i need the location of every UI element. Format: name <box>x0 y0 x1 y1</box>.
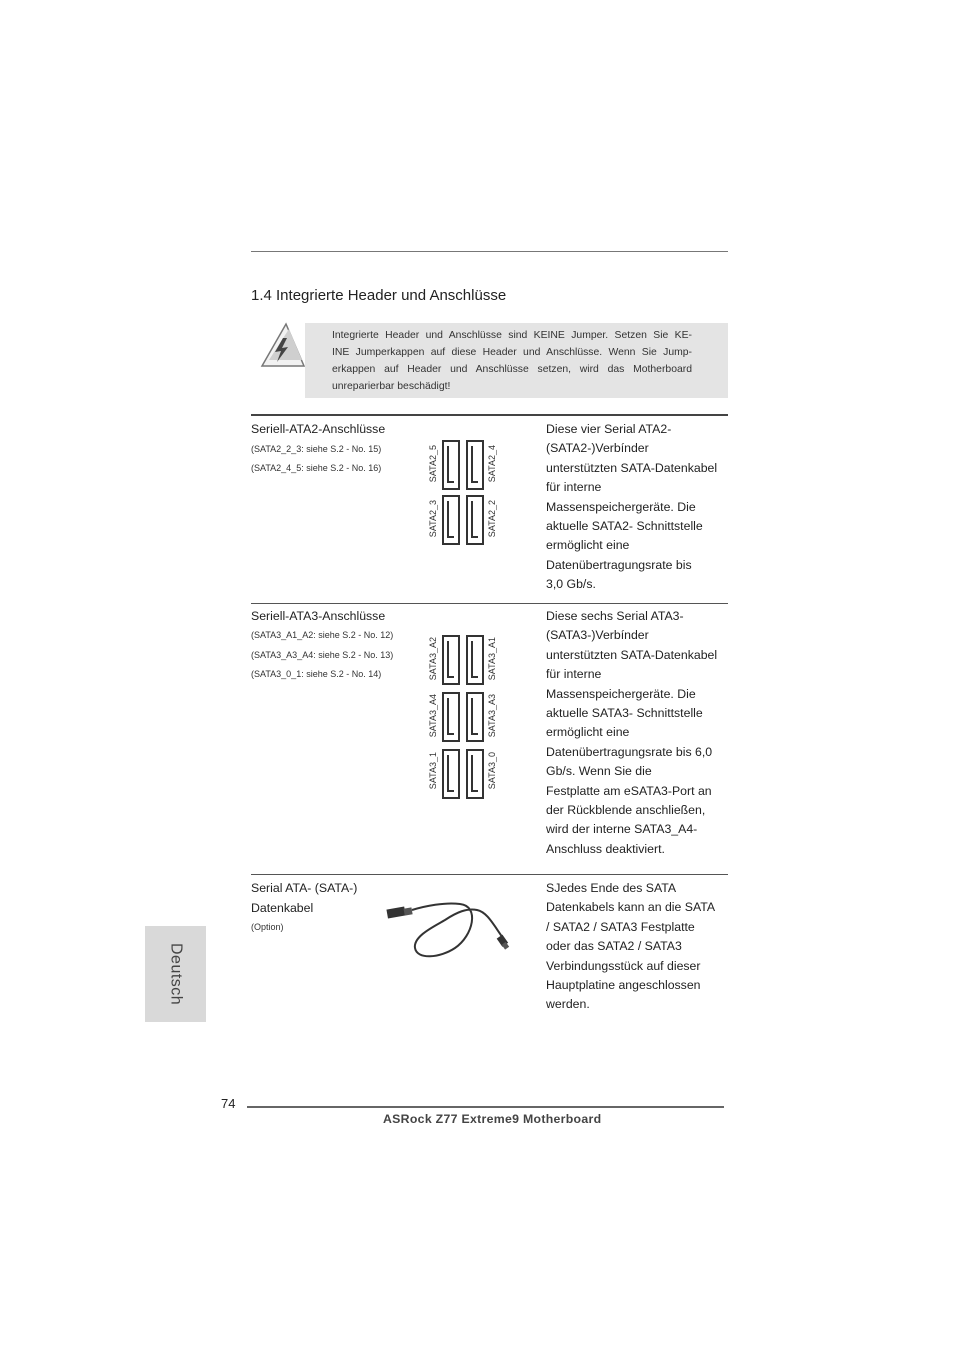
warning-line: unreparierbar beschädigt! <box>332 381 451 392</box>
row-divider <box>251 874 728 875</box>
sata-connector-icon <box>442 440 460 490</box>
description-line: wird der interne SATA3_A4- <box>546 822 698 837</box>
warning-line: erkappen auf Header und Anschlüsse setzen, wird das Motherboard <box>332 364 692 375</box>
row-divider <box>251 603 728 604</box>
description-line: Datenübertragungsrate bis 6,0 <box>546 744 713 759</box>
description-line: oder das SATA2 / SATA3 <box>546 939 682 954</box>
warning-line: Integrierte Header und Anschlüsse sind KEINE Jumper. Setzen Sie KE- <box>332 330 692 341</box>
sata-connector-icon <box>442 495 460 545</box>
description-line: SJedes Ende des SATA <box>546 881 677 895</box>
section-title: 1.4 Integrierte Header und Anschlüsse <box>251 287 507 304</box>
connector-label: SATA3_A3 <box>487 694 497 738</box>
sata-connector-icon <box>466 635 484 685</box>
connector-label: SATA3_0 <box>487 752 497 790</box>
description-line: der Rückblende anschließen, <box>546 803 706 818</box>
sata3-title: Seriell-ATA3-Anschlüsse <box>251 609 386 623</box>
cable-note: (Option) <box>251 922 284 932</box>
sata-connector-icon <box>442 692 460 742</box>
row-divider <box>251 414 728 416</box>
cable-title: Serial ATA- (SATA-) <box>251 881 358 895</box>
description-line: unterstützten SATA-Datenkabel <box>546 647 718 662</box>
sata2-title: Seriell-ATA2-Anschlüsse <box>251 422 386 436</box>
language-tab <box>145 926 206 1022</box>
description-line: Datenkabels kann an die SATA <box>546 900 716 915</box>
description-line: werden. <box>546 997 590 1012</box>
warning-triangle-icon <box>258 322 306 370</box>
sata-connector-icon <box>442 635 460 685</box>
sata3-note: (SATA3_0_1: siehe S.2 - No. 14) <box>251 669 382 679</box>
connector-label: SATA2_5 <box>428 445 438 483</box>
sata-connector-icon <box>466 749 484 799</box>
warning-text <box>332 327 692 395</box>
sata-connector-icon <box>466 495 484 545</box>
connector-label: SATA3_A2 <box>428 637 438 681</box>
description-line: für interne <box>546 480 602 495</box>
description-line: 3,0 Gb/s. <box>546 577 596 592</box>
connector-label: SATA2_4 <box>487 445 497 483</box>
warning-box <box>305 323 728 398</box>
warning-line: INE Jumperkappen auf diese Header und Anschlüsse. Wenn Sie Jump- <box>332 347 692 358</box>
description-line: (SATA2-)Verbínder <box>546 441 649 456</box>
sata-cable-icon <box>385 896 515 964</box>
connector-label: SATA2_2 <box>487 500 497 538</box>
description-line: aktuelle SATA2- Schnittstelle <box>546 519 703 534</box>
description-line: Verbindungsstück auf dieser <box>546 958 701 973</box>
cable-description <box>546 879 728 1015</box>
language-tab-label: Deutsch <box>167 942 185 1006</box>
description-line: Anschluss deaktiviert. <box>546 841 665 856</box>
connector-label: SATA3_A4 <box>428 694 438 738</box>
connector-label: SATA3_A1 <box>487 637 497 681</box>
description-line: Diese vier Serial ATA2- <box>546 422 672 436</box>
description-line: Hauptplatine angeschlossen <box>546 978 701 993</box>
connector-label: SATA3_1 <box>428 752 438 790</box>
description-line: aktuelle SATA3- Schnittstelle <box>546 706 703 721</box>
sata-connector-icon <box>442 749 460 799</box>
description-line: unterstützten SATA-Datenkabel <box>546 460 718 475</box>
description-line: (SATA3-)Verbínder <box>546 628 649 643</box>
footer-product: ASRock Z77 Extreme9 Motherboard <box>383 1112 602 1126</box>
connector-label: SATA2_3 <box>428 500 438 538</box>
sata3-note: (SATA3_A3_A4: siehe S.2 - No. 13) <box>251 650 394 660</box>
top-rule <box>251 251 728 252</box>
description-line: Massenspeichergeräte. Die <box>546 686 696 701</box>
description-line: Gb/s. Wenn Sie die <box>546 764 652 779</box>
description-line: ermöglicht eine <box>546 725 630 740</box>
sata3-note: (SATA3_A1_A2: siehe S.2 - No. 12) <box>251 630 394 640</box>
description-line: ermöglicht eine <box>546 538 630 553</box>
description-line: Diese sechs Serial ATA3- <box>546 609 684 623</box>
sata2-note: (SATA2_4_5: siehe S.2 - No. 16) <box>251 463 382 473</box>
sata2-description <box>546 420 728 595</box>
sata2-note: (SATA2_2_3: siehe S.2 - No. 15) <box>251 444 382 454</box>
description-line: / SATA2 / SATA3 Festplatte <box>546 919 695 934</box>
sata-connector-icon <box>466 692 484 742</box>
description-line: Festplatte am eSATA3-Port an <box>546 783 712 798</box>
cable-title: Datenkabel <box>251 901 314 915</box>
footer-rule <box>247 1106 724 1108</box>
sata-connector-icon <box>466 440 484 490</box>
sata3-description <box>546 607 728 859</box>
description-line: Datenübertragungsrate bis <box>546 557 692 572</box>
page-number: 74 <box>221 1096 236 1111</box>
description-line: für interne <box>546 667 602 682</box>
description-line: Massenspeichergeräte. Die <box>546 499 696 514</box>
